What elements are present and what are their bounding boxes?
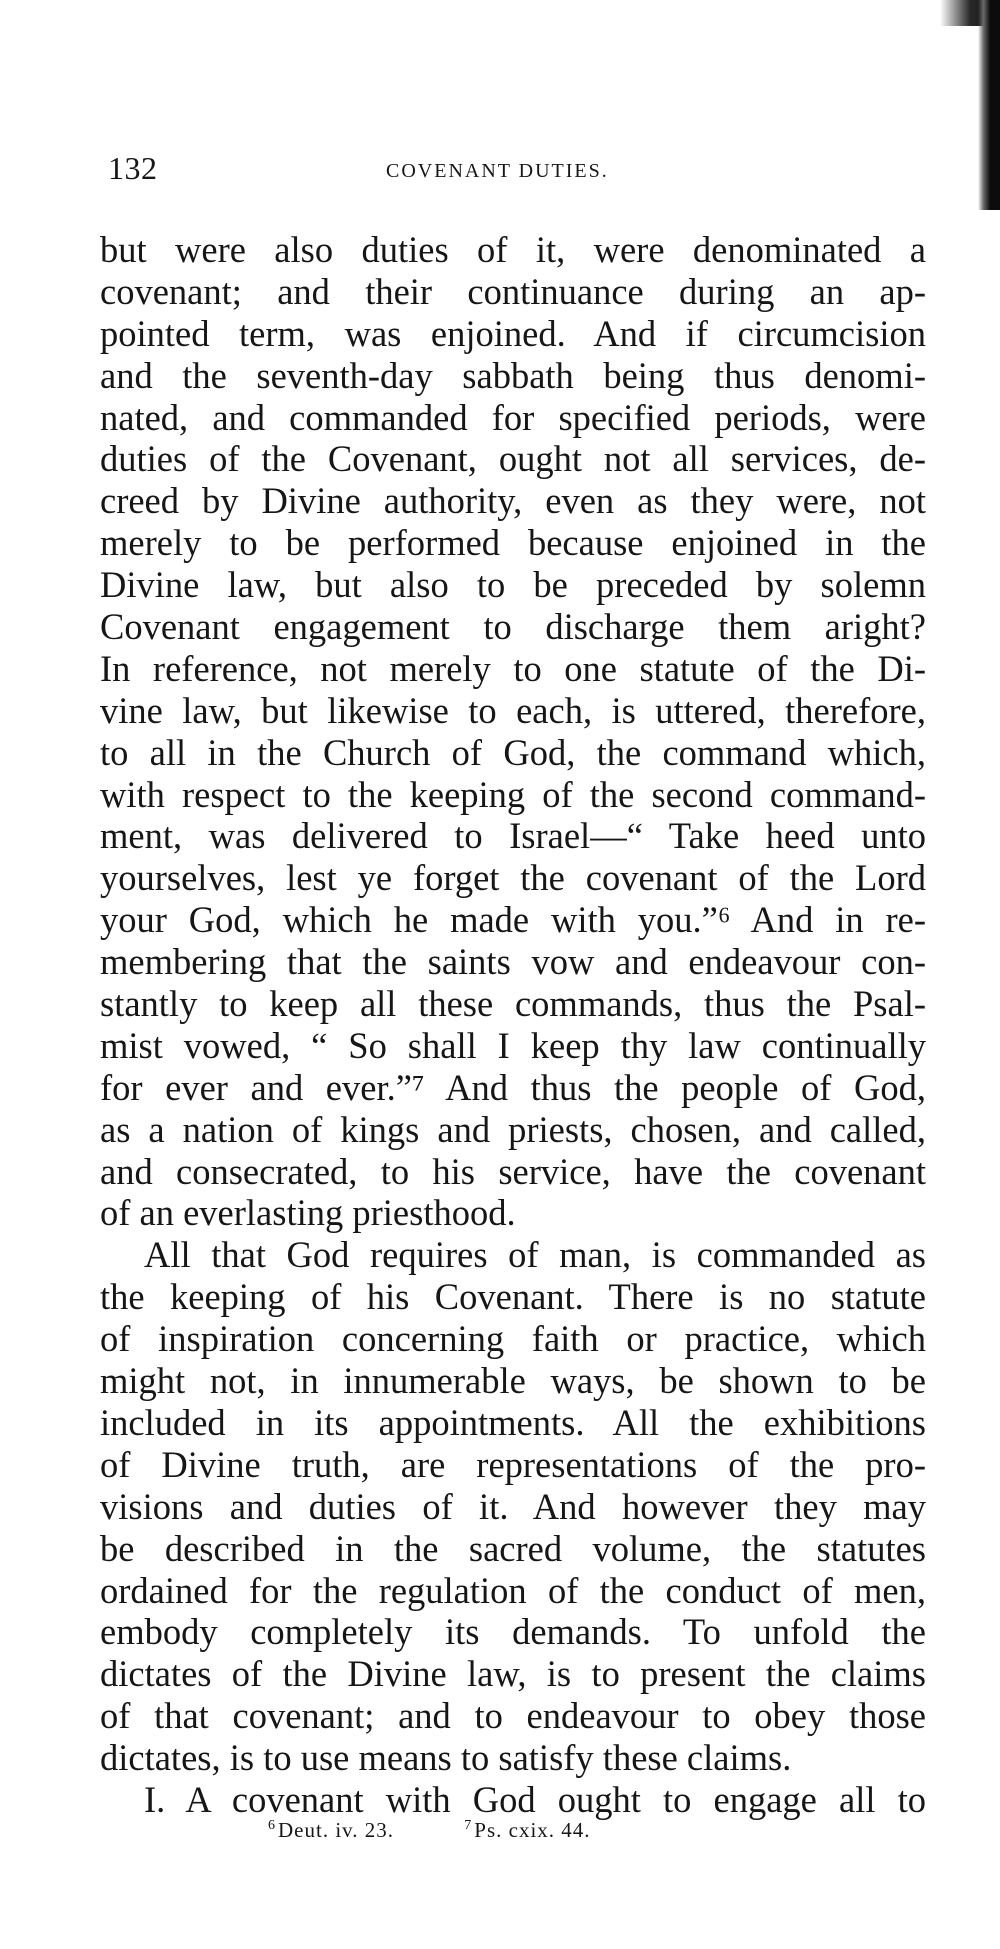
- section-heading-line: I. A covenant with God ought to engage all to: [144, 1778, 926, 1820]
- text-line: as a nation of kings and priests, chosen, and called,: [100, 1108, 926, 1150]
- text-line: nated, and commanded for specified periods, were: [100, 396, 926, 438]
- page-header: [108, 150, 918, 200]
- text-line: duties of the Covenant, ought not all services, de-: [100, 438, 926, 480]
- text-line: Divine law, but also to be preceded by solemn: [100, 564, 926, 606]
- text-line: visions and duties of it. And however they may: [100, 1485, 926, 1527]
- text-line: covenant; and their continuance during an ap-: [100, 270, 926, 312]
- text-line: ment, was delivered to Israel—“ Take heed unto: [100, 815, 926, 857]
- text-line: merely to be performed because enjoined in the: [100, 522, 926, 564]
- text-line: pointed term, was enjoined. And if circumcision: [100, 312, 926, 354]
- text-line: of that covenant; and to endeavour to obey those: [100, 1695, 926, 1737]
- text-line: vine law, but likewise to each, is uttered, therefore,: [100, 689, 926, 731]
- text-line: dictates of the Divine law, is to present the claims: [100, 1653, 926, 1695]
- footnotes: [268, 1818, 788, 1843]
- text-line: for ever and ever.”⁷ And thus the people of God,: [100, 1066, 926, 1108]
- text-line: might not, in innumerable ways, be shown to be: [100, 1360, 926, 1402]
- text-line: and consecrated, to his service, have the covenant: [100, 1150, 926, 1192]
- text-line: ordained for the regulation of the conduct of men,: [100, 1569, 926, 1611]
- text-line: mist vowed, “ So shall I keep thy law continually: [100, 1024, 926, 1066]
- footnote-marker: 7: [464, 1818, 473, 1833]
- text-line: of Divine truth, are representations of the pro-: [100, 1443, 926, 1485]
- footnote-marker: 6: [268, 1818, 276, 1833]
- text-line: creed by Divine authority, even as they were, not: [100, 480, 926, 522]
- text-line: be described in the sacred volume, the statutes: [100, 1527, 926, 1569]
- text-line: stantly to keep all these commands, thus the Psal-: [100, 983, 926, 1025]
- footnote-6: [268, 1818, 394, 1843]
- footnote-7: [464, 1818, 590, 1843]
- page-number: 132: [108, 150, 158, 186]
- text-line: the keeping of his Covenant. There is no statute: [100, 1276, 926, 1318]
- text-line: In reference, not merely to one statute of the Di-: [100, 647, 926, 689]
- text-line: of inspiration concerning faith or practice, which: [100, 1318, 926, 1360]
- text-line: to all in the Church of God, the command which,: [100, 731, 926, 773]
- running-head: COVENANT DUTIES.: [386, 160, 609, 182]
- text-line: included in its appointments. All the exhibitions: [100, 1401, 926, 1443]
- footnote-citation: Ps. cxix. 44.: [474, 1818, 591, 1842]
- text-line: but were also duties of it, were denominated a: [100, 229, 926, 270]
- page-edge-shadow: [978, 0, 1000, 210]
- paragraph-end-line: of an everlasting priesthood.: [100, 1192, 516, 1234]
- text-line: and the seventh-day sabbath being thus denomi-: [100, 354, 926, 396]
- footnote-citation: Deut. iv. 23.: [278, 1818, 395, 1842]
- body-text: [100, 229, 926, 1821]
- text-line: Covenant engagement to discharge them aright?: [100, 606, 926, 648]
- text-line: embody completely its demands. To unfold the: [100, 1611, 926, 1653]
- text-line: yourselves, lest ye forget the covenant of the Lord: [100, 857, 926, 899]
- paragraph-start-line: All that God requires of man, is commanded as: [144, 1234, 926, 1276]
- text-line: membering that the saints vow and endeavour con-: [100, 941, 926, 983]
- text-line: with respect to the keeping of the second command-: [100, 773, 926, 815]
- text-line: your God, which he made with you.”⁶ And in re-: [100, 899, 926, 941]
- paragraph-end-line: dictates, is to use means to satisfy these claims.: [100, 1737, 792, 1779]
